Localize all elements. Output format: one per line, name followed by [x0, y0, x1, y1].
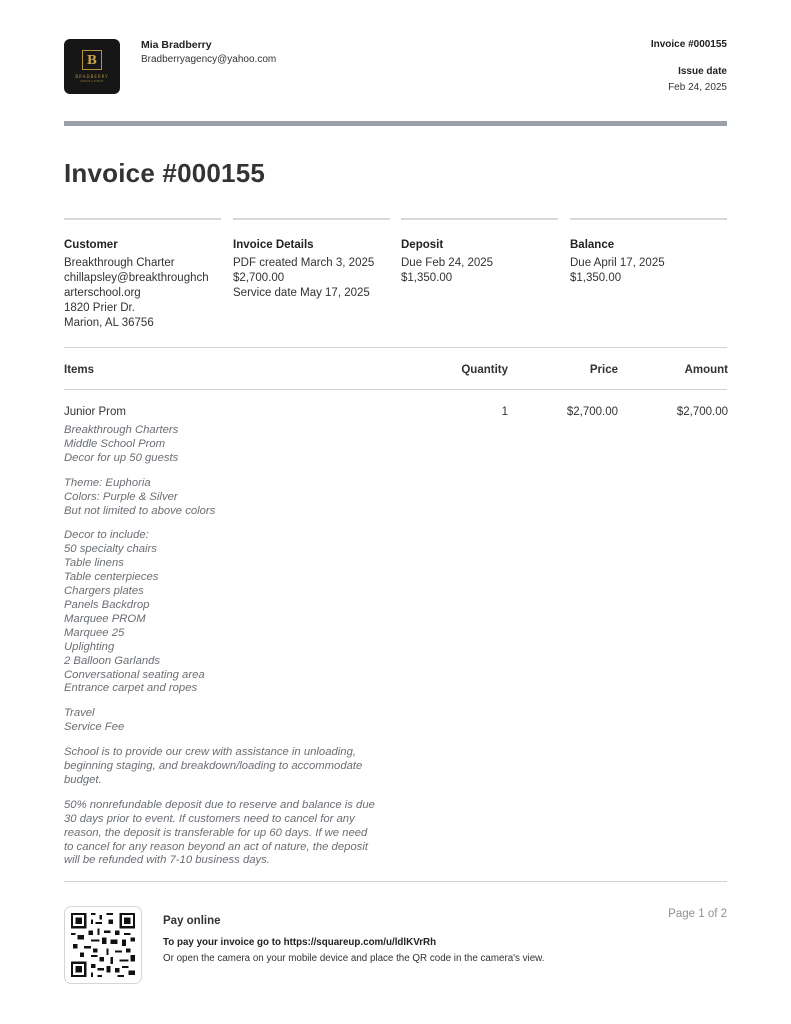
- balance-rule: [570, 218, 727, 220]
- description-line: 50% nonrefundable deposit due to reserve and balance is due: [64, 798, 375, 811]
- table-top-rule: [64, 347, 727, 348]
- description-paragraph: [64, 746, 404, 788]
- price-header: Price: [589, 364, 618, 376]
- details-rule: [233, 218, 390, 220]
- description-line: Table centerpieces: [64, 571, 159, 584]
- logo-tagline: DESIGN & EVENTS: [80, 80, 104, 83]
- deposit-label: Deposit: [401, 239, 444, 251]
- pay-online-title: Pay online: [163, 915, 221, 927]
- invoice-details-label: Invoice Details: [233, 239, 314, 251]
- deposit-section: [401, 238, 561, 286]
- logo-wordmark: BRADBERRY: [75, 74, 109, 79]
- invoice-total: $2,700.00: [233, 272, 285, 284]
- description-paragraph: [64, 707, 404, 735]
- issue-date-label: Issue date: [678, 66, 727, 77]
- customer-section: [64, 238, 224, 331]
- description-line: 30 days prior to event. If customers need to cancel for any: [64, 812, 355, 825]
- description-line: 2 Balloon Garlands: [64, 654, 161, 667]
- deposit-due: Due Feb 24, 2025: [401, 257, 494, 269]
- description-paragraph: [64, 529, 404, 696]
- header-invoice-number: Invoice #000155: [650, 39, 727, 50]
- description-line: 50 specialty chairs: [64, 543, 157, 556]
- customer-street: 1820 Prier Dr.: [64, 302, 135, 314]
- qr-code-icon: [71, 913, 135, 977]
- issue-date-value: Feb 24, 2025: [668, 82, 727, 93]
- table-header-rule: [64, 389, 727, 390]
- description-line: to cancel for any reason beyond an act of nature, the deposit: [64, 840, 368, 853]
- service-date: Service date May 17, 2025: [233, 287, 370, 299]
- description-line: Travel: [64, 707, 95, 720]
- logo-mark: B: [82, 50, 102, 70]
- description-line: Theme: Euphoria: [64, 476, 151, 489]
- description-line: But not limited to above colors: [64, 504, 216, 517]
- description-line: Chargers plates: [64, 585, 144, 598]
- description-paragraph: [64, 799, 404, 869]
- description-line: Decor to include:: [64, 529, 149, 542]
- description-line: Breakthrough Charters: [64, 424, 179, 436]
- description-paragraph: [64, 424, 404, 466]
- quantity-header: Quantity: [461, 364, 508, 376]
- business-logo: [64, 39, 120, 94]
- item-price: $2,700.00: [566, 406, 618, 418]
- customer-name: Breakthrough Charter: [64, 257, 175, 269]
- header-divider-bar: [64, 121, 727, 126]
- description-line: Colors: Purple & Silver: [64, 490, 178, 503]
- description-line: Conversational seating area: [64, 668, 205, 681]
- pay-online-instructions: Or open the camera on your mobile device and place the QR code in the camera's view.: [163, 953, 545, 964]
- business-name: Mia Bradberry: [141, 39, 212, 51]
- customer-email-part1: chillapsley@breakthroughch: [64, 272, 209, 284]
- customer-rule: [64, 218, 221, 220]
- pdf-created: PDF created March 3, 2025: [233, 257, 375, 269]
- page-title: Invoice #000155: [64, 158, 266, 188]
- description-line: reason, the deposit is transferable for up 60 days. If we need: [64, 826, 368, 839]
- description-line: budget.: [64, 773, 102, 786]
- description-line: Marquee 25: [64, 626, 125, 639]
- description-line: Uplighting: [64, 640, 115, 653]
- description-line: Service Fee: [64, 721, 125, 734]
- description-line: Panels Backdrop: [64, 598, 150, 611]
- pay-online-link-text[interactable]: To pay your invoice go to https://squareup.com/u/ldlKVrRh: [163, 937, 437, 948]
- description-line: will be refunded with 7-10 business days.: [64, 854, 270, 867]
- deposit-rule: [401, 218, 558, 220]
- page-number: Page 1 of 2: [668, 908, 727, 920]
- description-line: Middle School Prom: [64, 437, 166, 450]
- description-line: Table linens: [64, 557, 124, 570]
- item-amount: $2,700.00: [676, 406, 728, 418]
- description-line: beginning staging, and breakdown/loading to accommodate: [64, 760, 363, 773]
- invoice-details-section: [233, 238, 393, 301]
- balance-due: Due April 17, 2025: [570, 257, 665, 269]
- item-description: [64, 424, 404, 879]
- amount-header: Amount: [684, 364, 728, 376]
- description-line: Entrance carpet and ropes: [64, 682, 198, 695]
- balance-section: [570, 238, 730, 286]
- qr-code: [64, 906, 142, 984]
- description-line: Marquee PROM: [64, 612, 146, 625]
- customer-city: Marion, AL 36756: [64, 317, 154, 329]
- items-header: Items: [64, 364, 95, 376]
- description-line: School is to provide our crew with assistance in unloading,: [64, 746, 356, 759]
- customer-label: Customer: [64, 239, 118, 251]
- item-name: Junior Prom: [64, 406, 126, 418]
- business-email: Bradberryagency@yahoo.com: [141, 54, 277, 65]
- item-quantity: 1: [501, 406, 508, 418]
- balance-label: Balance: [570, 239, 615, 251]
- customer-email-part2: arterschool.org: [64, 287, 141, 299]
- description-line: Decor for up 50 guests: [64, 451, 179, 464]
- description-paragraph: [64, 477, 404, 519]
- table-bottom-rule: [64, 881, 727, 882]
- deposit-amount: $1,350.00: [401, 272, 453, 284]
- balance-amount: $1,350.00: [570, 272, 622, 284]
